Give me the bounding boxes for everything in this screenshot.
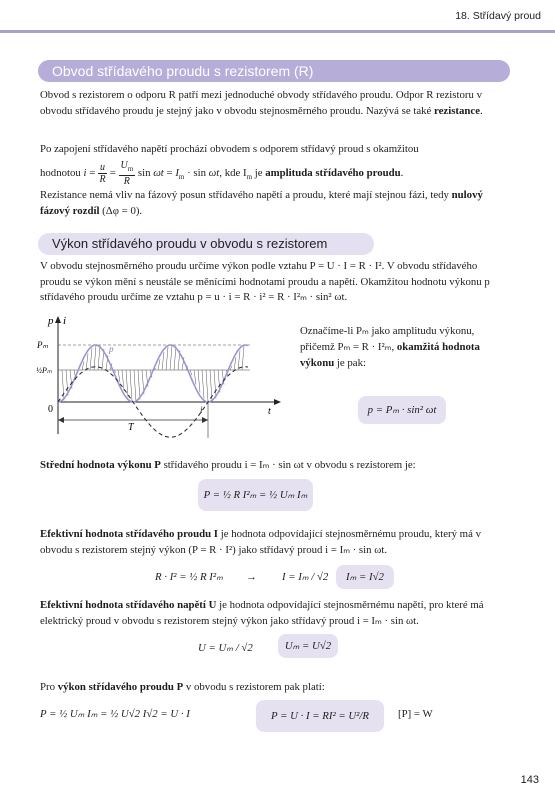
para2-end: . (400, 166, 404, 179)
formula-instant-power: p = Pₘ · sin² ωt (358, 396, 446, 424)
label-i-curve: i (200, 405, 203, 415)
label-half-pm: ½Pₘ (36, 366, 52, 375)
period-right-arrow-icon (202, 417, 208, 423)
formula-mean-power: P = ½ R I²ₘ = ½ Uₘ Iₘ (198, 479, 313, 511)
arrow-symbol: → (246, 571, 257, 583)
hatch-line (170, 345, 172, 370)
hatch-line (138, 370, 140, 400)
hatch-line (118, 370, 120, 382)
hatch-line (234, 357, 236, 370)
label-p: p (48, 315, 54, 327)
hatch-line (166, 347, 168, 370)
mean-bold: Střední hodnota výkonu P (40, 459, 161, 471)
power-intro-bold: výkon střídavého proudu P (57, 681, 184, 693)
x-arrow-icon (274, 399, 281, 405)
hatch-line (126, 370, 128, 397)
formula-eff-i-3: Iₘ = I√2 (336, 565, 394, 589)
paragraph-eff-current (40, 527, 508, 558)
power-intro-text: Pro (40, 681, 58, 693)
fraction-u-over-r: $\frac{u}{R}$ (99, 161, 106, 185)
side-note-text: Označíme-li Pₘ jako amplitudu výkonu, přičemž Pₘ = R · I²ₘ, (300, 325, 475, 353)
hatch-line (174, 346, 176, 370)
header-rule (0, 30, 555, 33)
formula-power-2: P = U · I = RI² = U²/R (256, 700, 384, 732)
label-t: t (268, 406, 271, 417)
formula-eff-u-1: U = Uₘ / √2 (198, 642, 253, 654)
section-title: Obvod střídavého proudu s rezistorem (R) (38, 60, 510, 82)
hatch-line (198, 370, 200, 393)
paragraph-eff-voltage (40, 598, 508, 629)
y-arrow-icon (55, 316, 61, 323)
para1-end: . (479, 104, 483, 117)
hatch-line (162, 352, 164, 370)
label-period: T (128, 422, 134, 433)
hatch-line (206, 370, 208, 402)
formula-power-1: P = ½ Uₘ Iₘ = ½ U√2 I√2 = U · I (40, 708, 190, 720)
side-note-bold: okamžitá hodnota výkonu (300, 341, 480, 369)
unit-power: [P] = W (398, 708, 433, 720)
hatch-line (122, 370, 124, 391)
hatch-line (130, 370, 132, 401)
hatch-line (202, 370, 204, 398)
eff-current-text: je hodnota odpovídající stejnosměrnému proudu, který má v obvodu s rezistorem stejný výkon (P = R · I²) jako střídavý proud i = Iₘ · sin ωt. (40, 528, 481, 556)
page-number: 143 (520, 774, 539, 786)
paragraph-mean (40, 458, 508, 474)
hatch-line (90, 348, 92, 370)
hatch-line (98, 346, 100, 370)
fraction-um-over-r: $\frac{U_m}{R}$ (120, 159, 134, 187)
label-i: i (63, 315, 67, 327)
side-note (300, 323, 500, 371)
paragraph-power: V obvodu stejnosměrného proudu určíme výkon podle vztahu P = U · I = R · I². V obvodu střídavého proudu se výkon mění s neustále se měnícími hodnotami proudu a napětí. Okamžitou hodnotu výkonu p střídavého proudu určíme ze vztahu p = u · i = R · i² = R · I²ₘ · sin² ωt. (40, 260, 490, 303)
hatch-line (158, 359, 160, 370)
para1-text: Obvod s rezistorem o odporu R patří mezi jednoduché obvody střídavého proudu. Odpor R rezistoru v obvodu střídavého proudu je stejný jako v obvodu stejnosměrného proudu. Nazývá se také (40, 89, 482, 117)
hatch-line (242, 346, 244, 370)
period-left-arrow-icon (58, 417, 64, 423)
paragraph-intro (40, 88, 508, 119)
formula-eff-u-2: Uₘ = U√2 (278, 634, 338, 658)
label-zero: 0 (48, 404, 53, 415)
para2-line2: hodnotou i = $\frac{u}{R}$ = $\frac{U_m}{R}$ $\sin \omega t = I_m \cdot \sin \omega t$, kde $I_m$ je amplituda střídavého proudu. (40, 159, 404, 187)
para2-mid: , kde I (219, 166, 247, 179)
hatch-line (134, 370, 136, 402)
para2-bold: amplituda střídavého proudu (265, 166, 401, 179)
para2-je: je (252, 166, 266, 179)
paragraph-current (40, 142, 508, 187)
para3-bold: nulový fázový rozdíl (40, 189, 483, 217)
eff-voltage-bold: Efektivní hodnota střídavého napětí U (40, 599, 217, 611)
side-note-end: je pak: (334, 357, 366, 369)
para2-line1: Po zapojení střídavého napětí prochází obvodem s odporem střídavý proud s okamžitou (40, 143, 419, 155)
power-current-graph (36, 312, 286, 440)
hatch-line (194, 370, 196, 385)
hatch-line (238, 350, 240, 370)
eff-current-bold: Efektivní hodnota střídavého proudu I (40, 528, 218, 540)
formula-eff-i-2: I = Iₘ / √2 (282, 571, 329, 583)
hatch-line (86, 354, 88, 370)
formula-eff-i-1: R · I² = ½ R I²ₘ (155, 571, 223, 583)
subsection-title: Výkon střídavého proudu v obvodu s rezistorem (38, 233, 374, 255)
mean-text: střídavého proudu i = Iₘ · sin ωt v obvodu s rezistorem je: (160, 459, 416, 471)
para1-bold: rezistance (434, 104, 480, 117)
label-p-curve: p (109, 344, 114, 354)
power-intro-end: v obvodu s rezistorem pak platí: (183, 681, 325, 693)
power-curve (58, 345, 248, 402)
chapter-label: 18. Střídavý proud (455, 10, 541, 22)
hatch-line (214, 370, 216, 398)
para3-text: Rezistance nemá vliv na fázový posun střídavého napětí a proudu, které mají stejnou fázi, tedy (40, 189, 452, 201)
label-pm: Pₘ (37, 340, 49, 350)
eff-voltage-text: je hodnota odpovídající stejnosměrnému napětí, pro které má elektrický proud v obvodu s rezistorem stejný výkon jako střídavý proud i = Iₘ · sin ωt. (40, 599, 484, 627)
para2-lead: hodnotou (40, 166, 84, 179)
para3-end: (Δφ = 0). (99, 204, 143, 217)
paragraph-phase (40, 188, 508, 219)
paragraph-power-intro (40, 680, 508, 696)
